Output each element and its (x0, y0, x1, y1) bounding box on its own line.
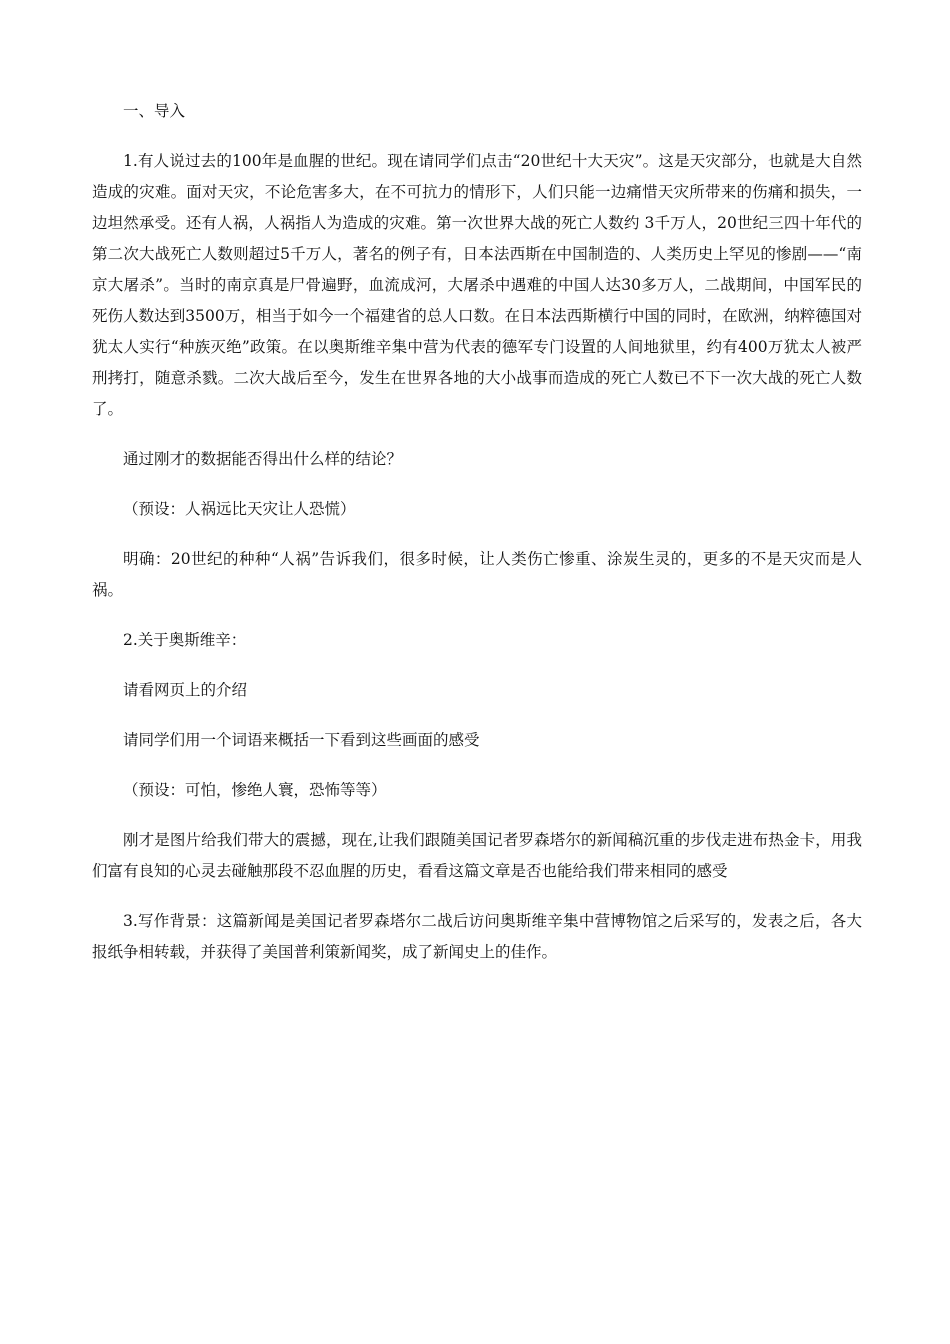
paragraph-webpage-intro: 请看网页上的介绍 (123, 681, 248, 699)
paragraph-preset-2: （预设：可怕，惨绝人寰，恐怖等等） (123, 781, 387, 799)
section-heading: 一、导入 (123, 102, 186, 120)
paragraph-question: 通过刚才的数据能否得出什么样的结论？ (123, 450, 403, 468)
paragraph-auschwitz-heading: 2.关于奥斯维辛： (123, 631, 247, 649)
paragraph-feeling-prompt: 请同学们用一个词语来概括一下看到这些画面的感受 (123, 731, 480, 749)
paragraph-background: 3.写作背景：这篇新闻是美国记者罗森塔尔二战后访问奥斯维辛集中营博物馆之后采写的，发表之后，各大报纸争相转载，并获得了美国普利策新闻奖，成了新闻史上的佳作。 (92, 912, 862, 961)
paragraph-conclusion: 明确：20世纪的种种“人祸”告诉我们，很多时候，让人类伤亡惨重、涂炭生灵的，更多的不是天灾而是人祸。 (92, 550, 862, 599)
paragraph-intro: 1.有人说过去的100年是血腥的世纪。现在请同学们点击“20世纪十大天灾”。这是天灾部分，也就是大自然造成的灾难。面对天灾，不论危害多大，在不可抗力的情形下，人们只能一边痛惜天灾所带来的伤痛和损失，一边坦然承受。还有人祸，人祸指人为造成的灾难。第一次世界大战的死亡人数约 3千万人，20世纪三四十年代的第二次大战死亡人数则超过5千万人，著名的例子有，日本法西斯在中国制造的、人类历史上罕见的惨剧——“南京大屠杀”。当时的南京真是尸骨遍野，血流成河，大屠杀中遇难的中国人达30多万人，二战期间，中国军民的死伤人数达到3500万，相当于如今一个福建省的总人口数。在日本法西斯横行中国的同时，在欧洲，纳粹德国对犹太人实行“种族灭绝”政策。在以奥斯维辛集中营为代表的德军专门设置的人间地狱里，约有400万犹太人被严刑拷打，随意杀戮。二次大战后至今，发生在世界各地的大小战事而造成的死亡人数已不下一次大战的死亡人数了。 (92, 152, 862, 418)
document-page (92, 96, 862, 987)
paragraph-preset-1: （预设：人祸远比天灾让人恐慌） (123, 500, 356, 518)
paragraph-transition: 刚才是图片给我们带大的震撼，现在,让我们跟随美国记者罗森塔尔的新闻稿沉重的步伐走进布热金卡，用我们富有良知的心灵去碰触那段不忍血腥的历史，看看这篇文章是否也能给我们带来相同的感受 (92, 831, 862, 880)
